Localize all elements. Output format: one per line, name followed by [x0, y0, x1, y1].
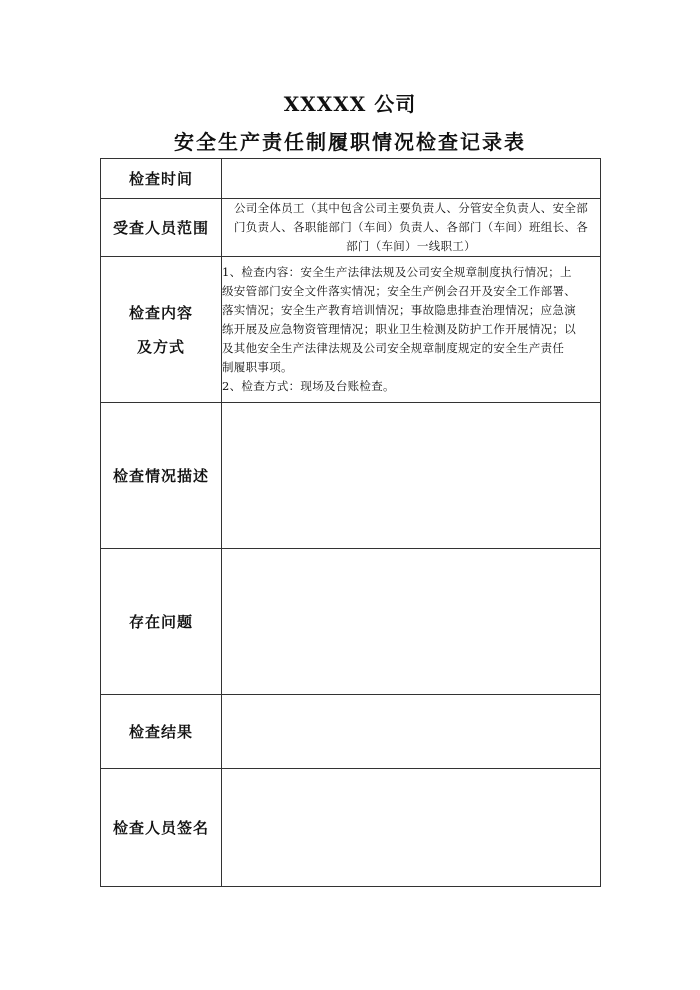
table-row-inspection-content [101, 257, 601, 403]
label-line: 及方式 [136, 337, 185, 356]
label-inspection-result: 检查结果 [101, 695, 222, 769]
field-inspector-signature[interactable] [222, 769, 601, 887]
label-inspection-time: 检查时间 [101, 159, 222, 199]
content-line: 1、检查内容：安全生产法律法规及公司安全规章制度执行情况；上 [222, 265, 572, 279]
field-inspection-content [222, 257, 601, 403]
scope-line: 门负责人、各职能部门（车间）负责人、各部门（车间）班组长、各 [234, 220, 588, 234]
content-line: 级安管部门安全文件落实情况；安全生产例会召开及安全工作部署、 [222, 284, 576, 298]
label-inspected-scope: 受查人员范围 [101, 199, 222, 257]
field-inspection-result[interactable] [222, 695, 601, 769]
content-line: 2、检查方式：现场及台账检查。 [222, 379, 395, 393]
label-inspection-description: 检查情况描述 [101, 403, 222, 549]
table-row-inspected-scope [101, 199, 601, 257]
label-inspector-signature: 检查人员签名 [101, 769, 222, 887]
field-inspection-description[interactable] [222, 403, 601, 549]
content-line: 制履职事项。 [222, 360, 293, 374]
field-existing-problems[interactable] [222, 549, 601, 695]
content-line: 练开展及应急物资管理情况；职业卫生检测及防护工作开展情况；以 [222, 322, 576, 336]
table-row-inspection-time [101, 159, 601, 199]
content-line: 及其他安全生产法律法规及公司安全规章制度规定的安全生产责任 [222, 341, 565, 355]
scope-line: 部门（车间）一线职工） [346, 239, 476, 253]
field-inspection-time[interactable] [222, 159, 601, 199]
field-inspected-scope [222, 199, 601, 257]
company-name: XXXXX 公司 [283, 92, 417, 116]
table-row-inspector-signature [101, 769, 601, 887]
table-row-inspection-result [101, 695, 601, 769]
table-row-existing-problems [101, 549, 601, 695]
form-title: 安全生产责任制履职情况检查记录表 [174, 130, 526, 154]
content-line: 落实情况；安全生产教育培训情况；事故隐患排查治理情况；应急演 [222, 303, 576, 317]
label-line: 检查内容 [128, 303, 193, 322]
label-inspection-content [101, 257, 222, 403]
scope-line: 公司全体员工（其中包含公司主要负责人、分管安全负责人、安全部 [234, 201, 588, 215]
label-existing-problems: 存在问题 [101, 549, 222, 695]
table-row-inspection-description [101, 403, 601, 549]
inspection-record-table [100, 158, 601, 887]
